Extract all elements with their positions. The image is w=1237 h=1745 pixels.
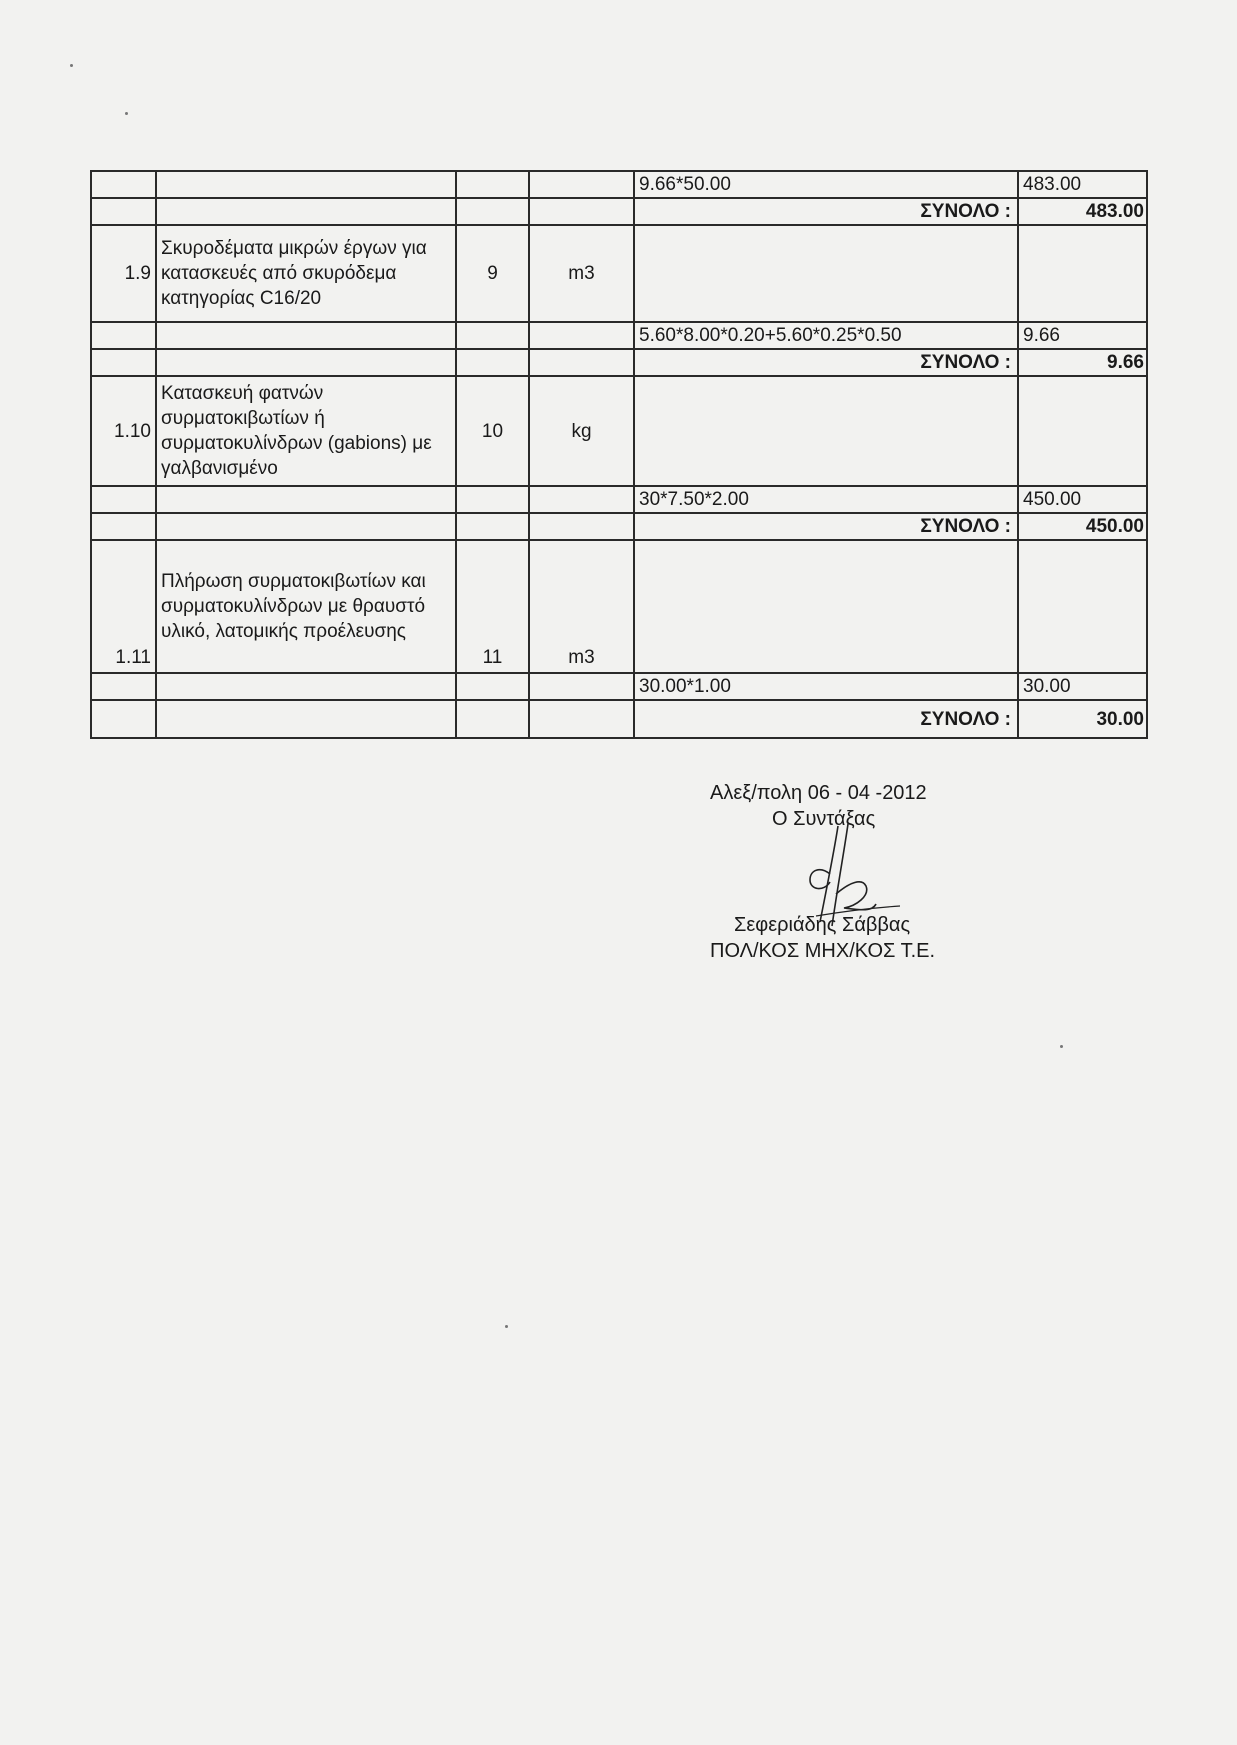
item-article: 11 (456, 540, 529, 673)
item-row (91, 540, 1147, 673)
item-article: 9 (456, 225, 529, 322)
item-unit: m3 (529, 225, 634, 322)
total-value: 483.00 (1018, 198, 1147, 225)
signatory-name: Σεφεριάδης Σάββας (734, 914, 911, 936)
item-unit: kg (529, 376, 634, 486)
item-number: 1.11 (91, 540, 156, 673)
total-value: 450.00 (1018, 513, 1147, 540)
calc-value: 30.00 (1018, 673, 1147, 700)
item-row (91, 376, 1147, 486)
total-label: ΣΥΝΟΛΟ : (634, 700, 1018, 738)
item-description: Κατασκευή φατνών συρματοκιβωτίων ή συρματοκυλίνδρων (gabions) με γαλβανισμένο (156, 376, 456, 486)
scan-speck (1060, 1045, 1063, 1048)
scan-speck (70, 64, 73, 67)
calc-expression: 30.00*1.00 (634, 673, 1018, 700)
calc-row (91, 171, 1147, 198)
total-value: 30.00 (1018, 700, 1147, 738)
total-row (91, 198, 1147, 225)
item-row (91, 225, 1147, 322)
total-label: ΣΥΝΟΛΟ : (634, 198, 1018, 225)
total-value: 9.66 (1018, 349, 1147, 376)
item-article: 10 (456, 376, 529, 486)
calc-row (91, 322, 1147, 349)
signatory-role: Ο Συντάξας (772, 808, 876, 830)
signatory-title: ΠΟΛ/ΚΟΣ ΜΗΧ/ΚΟΣ Τ.Ε. (710, 940, 936, 962)
item-unit: m3 (529, 540, 634, 673)
total-label: ΣΥΝΟΛΟ : (634, 513, 1018, 540)
calc-expression: 9.66*50.00 (634, 171, 1018, 198)
place-date: Αλεξ/πολη 06 - 04 -2012 (710, 782, 927, 804)
item-number: 1.10 (91, 376, 156, 486)
total-row (91, 700, 1147, 738)
scan-speck (125, 112, 128, 115)
item-number: 1.9 (91, 225, 156, 322)
calc-value: 483.00 (1018, 171, 1147, 198)
calc-expression: 30*7.50*2.00 (634, 486, 1018, 513)
total-label: ΣΥΝΟΛΟ : (634, 349, 1018, 376)
calc-row (91, 673, 1147, 700)
total-row (91, 513, 1147, 540)
scan-speck (505, 1325, 508, 1328)
calc-expression: 5.60*8.00*0.20+5.60*0.25*0.50 (634, 322, 1018, 349)
calc-value: 450.00 (1018, 486, 1147, 513)
total-row (91, 349, 1147, 376)
calc-row (91, 486, 1147, 513)
calc-value: 9.66 (1018, 322, 1147, 349)
measurement-table (90, 170, 1148, 739)
item-description: Σκυροδέματα μικρών έργων για κατασκευές από σκυρόδεμα κατηγορίας C16/20 (156, 225, 456, 322)
item-description: Πλήρωση συρματοκιβωτίων και συρματοκυλίνδρων με θραυστό υλικό, λατομικής προέλευσης (156, 540, 456, 673)
